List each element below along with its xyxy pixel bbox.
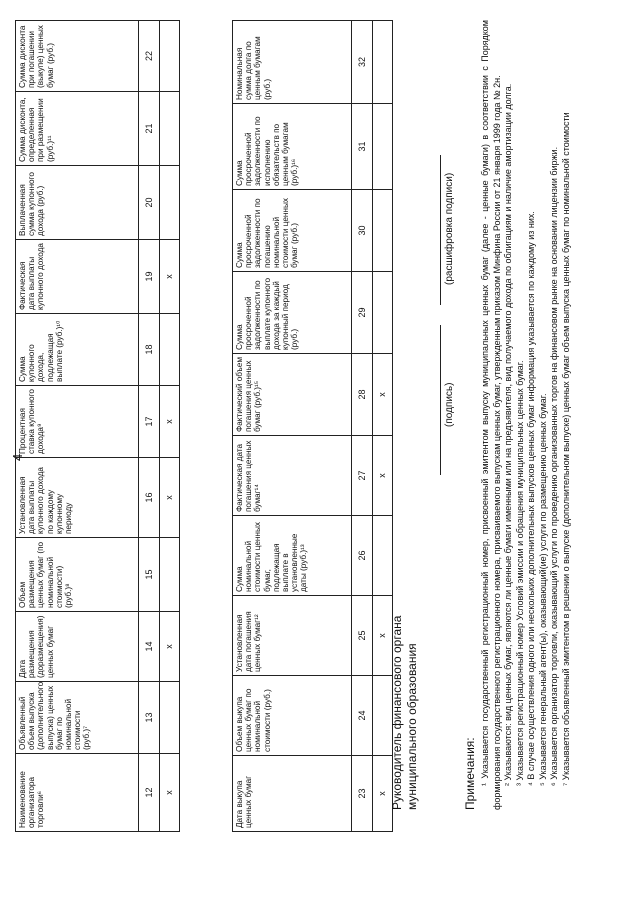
header-cell: Дата выкупа ценных бумаг [233, 756, 352, 832]
column-number-cell: 14 [139, 612, 160, 682]
header-cell: Объявленный объем выпуска (дополнительного выпуска) ценных бумаг по номинальной стоимости (руб.)⁷ [16, 682, 139, 754]
signature-label: (подпись) [444, 382, 455, 427]
notes-title: Примечания: [463, 737, 477, 810]
header-cell: Установленная дата выплаты купонного дохода по каждому купонному периоду [16, 458, 139, 538]
mark-cell: x [373, 436, 393, 516]
header-cell: Наименование организатора торговли⁶ [16, 754, 139, 832]
mark-cell: x [373, 596, 393, 676]
column-number-cell: 27 [352, 436, 373, 516]
column-number-cell: 26 [352, 516, 373, 596]
column-number-cell: 25 [352, 596, 373, 676]
mark-cell [160, 166, 180, 240]
header-cell: Сумма купонного дохода, подлежащая выплате (руб.)¹⁰ [16, 314, 139, 386]
note-item: ⁷ Указывается объявленный эмитентом в решении о выпуске (дополнительном выпуске) ценных бумаг объем выпуска ценных бумаг по номинальной стоимости [560, 112, 571, 786]
column-number-cell: 31 [352, 104, 373, 190]
note-item: ⁴ В случае осуществления одного или нескольких дополнительных выпусков ценных бумаг информация указывается по каждому из них. [526, 211, 537, 786]
signature-title-line2: муниципального образования [405, 643, 419, 810]
header-cell: Фактическая дата выплаты купонного дохода [16, 240, 139, 314]
header-cell: Установленная дата погашения ценных бумаг¹² [233, 596, 352, 676]
header-cell: Процентная ставка купонного дохода⁹ [16, 386, 139, 458]
header-cell: Сумма просроченной задолженности по исполнению обязательств по ценным бумагам (руб.)¹⁶ [233, 104, 352, 190]
mark-cell: x [160, 754, 180, 832]
signature-line [440, 325, 441, 475]
column-number-cell: 16 [139, 458, 160, 538]
column-number-cell: 19 [139, 240, 160, 314]
header-cell: Объем размещения ценных бумаг (по номинальной стоимости) (руб.)⁸ [16, 538, 139, 612]
note-item: ³ Указывается регистрационный номер Условий эмиссии и обращения муниципальных ценных бумаг. [514, 360, 525, 786]
mark-cell: x [160, 386, 180, 458]
signature-title-line1: Руководитель финансового органа [390, 615, 404, 810]
column-number-cell: 13 [139, 682, 160, 754]
column-number-cell: 17 [139, 386, 160, 458]
mark-cell [373, 104, 393, 190]
header-cell: Дата размещения (доразмещения) ценных бумаг [16, 612, 139, 682]
mark-cell: x [160, 240, 180, 314]
header-cell: Сумма просроченной задолженности по выплате купонного дохода за каждый купонный период (руб.) [233, 272, 352, 354]
decode-line [440, 155, 441, 305]
column-number-cell: 28 [352, 354, 373, 436]
page-number: 4 [10, 453, 25, 461]
signature-title [390, 616, 420, 810]
column-number-cell: 12 [139, 754, 160, 832]
column-number-cell: 15 [139, 538, 160, 612]
table-continuation-2 [232, 20, 393, 832]
mark-cell [160, 682, 180, 754]
column-number-cell: 29 [352, 272, 373, 354]
note-item: ¹ Указывается государственный регистрационный номер, присвоенный эмитентом выпуску муниципальных ценных бумаг (далее - ценные бумаги) в соответствии с Порядком формирования государственного регистрационного номера, присваиваемого выпускам ценных бумаг, утвержденным приказом Минфина России от 21 января 1999 года № 2н. [480, 20, 502, 810]
table-continuation-1 [15, 20, 180, 832]
mark-cell [373, 272, 393, 354]
mark-cell [160, 21, 180, 92]
mark-cell [160, 92, 180, 166]
column-number-cell: 30 [352, 190, 373, 272]
header-cell: Объем выкупа ценных бумаг по номинальной стоимости (руб.) [233, 676, 352, 756]
mark-cell: x [373, 756, 393, 832]
column-number-cell: 20 [139, 166, 160, 240]
column-number-cell: 23 [352, 756, 373, 832]
note-item: ² Указываются: вид ценных бумаг, являются ли ценные бумаги именными или на предъявителя, вид получаемого дохода по облигациям и наличие амортизации долга. [503, 83, 514, 786]
header-cell: Сумма номинальной стоимости ценных бумаг, подлежащая выплате в установленные даты (руб.)¹³ [233, 516, 352, 596]
header-cell: Номинальная сумма долга по ценным бумагам (руб.) [233, 21, 352, 104]
header-cell: Фактический объем погашения ценных бумаг (руб.)¹⁵ [233, 354, 352, 436]
notes-list [480, 20, 572, 810]
mark-cell [160, 314, 180, 386]
column-number-cell: 21 [139, 92, 160, 166]
column-number-cell: 32 [352, 21, 373, 104]
mark-cell [373, 516, 393, 596]
header-cell: Сумма дисконта, определенная при размещении (руб.)¹¹ [16, 92, 139, 166]
column-number-cell: 18 [139, 314, 160, 386]
mark-cell: x [373, 354, 393, 436]
mark-cell: x [160, 612, 180, 682]
mark-cell [373, 190, 393, 272]
column-number-cell: 22 [139, 21, 160, 92]
note-item: ⁵ Указывается генеральный агент(ы), оказывающий(ие) услуги по размещению ценных бумаг. [537, 393, 548, 786]
header-cell: Сумма просроченной задолженности по погашению номинальной стоимости ценных бумаг (руб.) [233, 190, 352, 272]
header-cell: Выплаченная сумма купонного дохода (руб.) [16, 166, 139, 240]
mark-cell [373, 21, 393, 104]
mark-cell [160, 538, 180, 612]
mark-cell: x [160, 458, 180, 538]
note-item: ⁶ Указывается организатор торговли, оказывающий услуги по проведению организованных торгов на финансовом рынке на основании лицензии биржи. [549, 146, 560, 786]
column-number-cell: 24 [352, 676, 373, 756]
header-cell: Сумма дисконта при погашении (выкупе) ценных бумаг (руб.) [16, 21, 139, 92]
decode-label: (расшифровка подписи) [444, 172, 455, 285]
header-cell: Фактическая дата погашения ценных бумаг¹⁴ [233, 436, 352, 516]
